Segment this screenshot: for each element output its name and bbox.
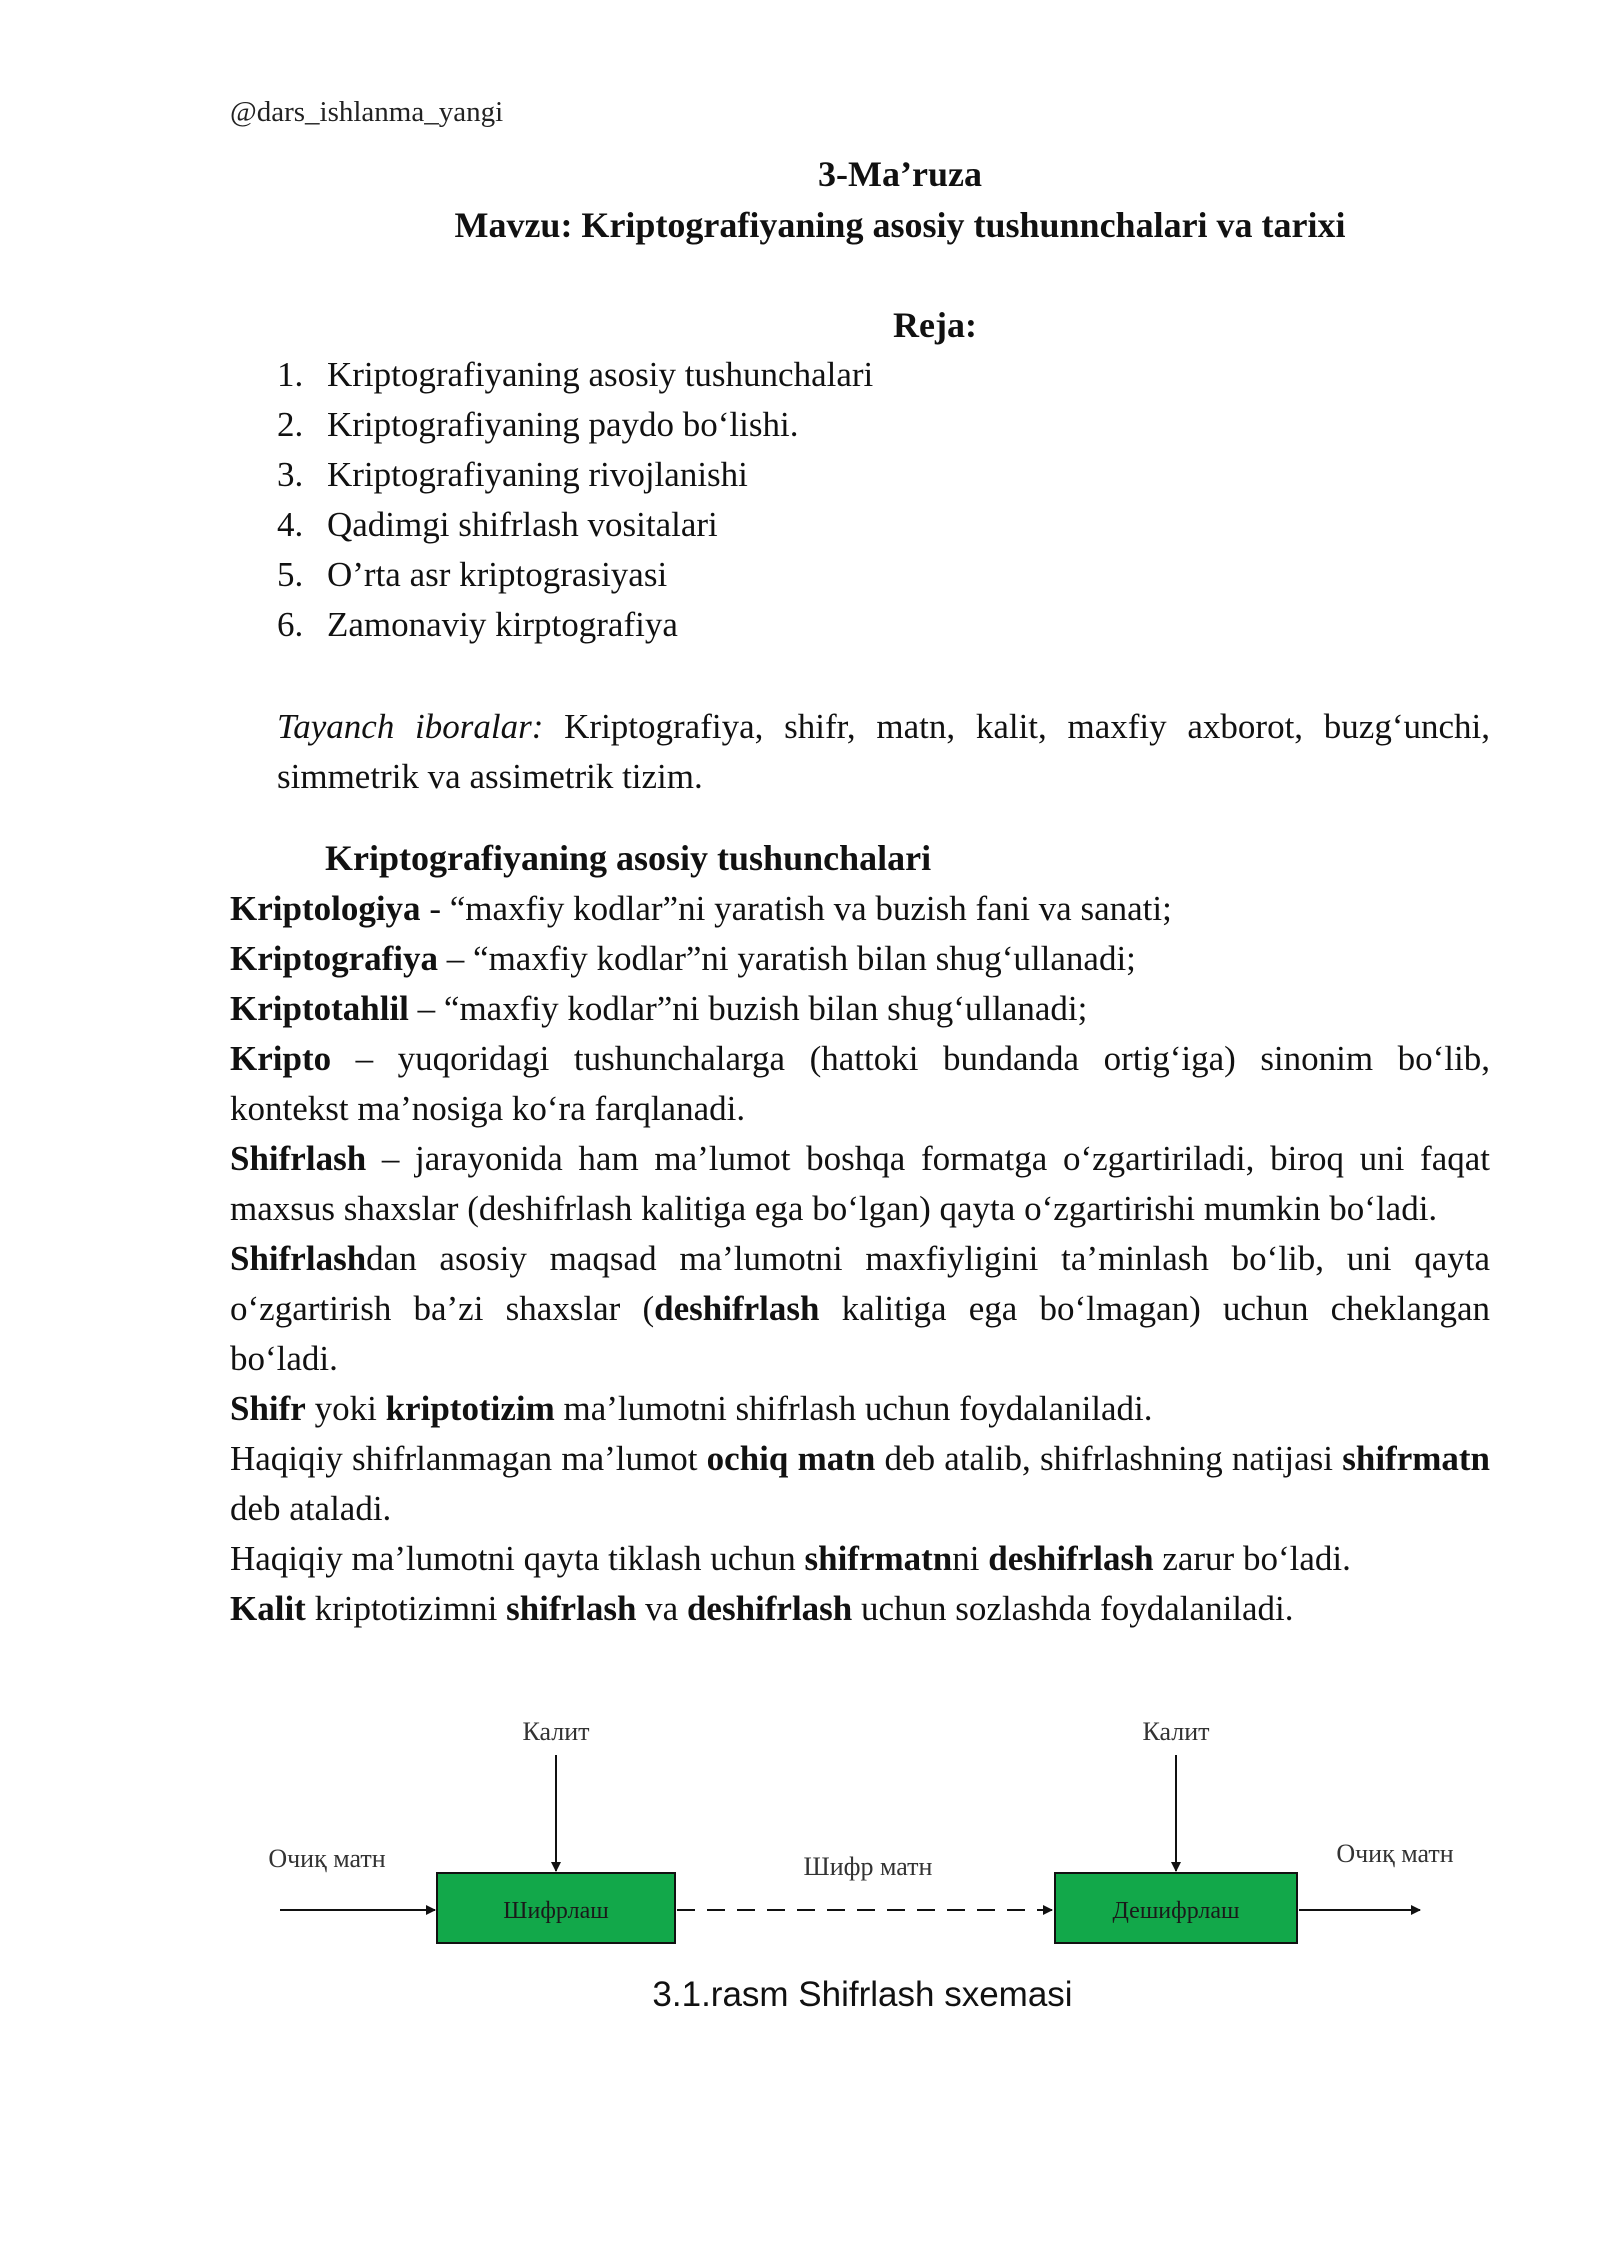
definitions-body — [230, 884, 1490, 1634]
figure-caption: 3.1.rasm Shifrlash sxemasi — [652, 1975, 1073, 2014]
plan-item: 4. Qadimgi shifrlash vositalari — [277, 505, 718, 544]
definition-paragraph: Shifrlashdan asosiy maqsad ma’lumotni maxfiyligini ta’minlash bo‘lib, uni qayta o‘zgartirish ba’zi shaxslar (deshifrlash kalitiga ega bo‘lmagan) uchun cheklangan bo‘ladi. — [230, 1239, 1490, 1378]
lecture-number: 3-Ma’ruza — [818, 154, 982, 194]
plan-title: Reja: — [893, 305, 977, 345]
definition-paragraph: Shifr yoki kriptotizim ma’lumotni shifrlash uchun foydalaniladi. — [230, 1389, 1153, 1428]
keywords-text: Kriptografiya, shifr, matn, kalit, maxfiy axborot, buzg‘unchi, simmetrik va assimetrik tizim. — [277, 707, 1490, 796]
definition-paragraph: Haqiqiy shifrlanmagan ma’lumot ochiq matn deb atalib, shifrlashning natijasi shifrmatn deb ataladi. — [230, 1439, 1491, 1528]
keywords-label: Tayanch iboralar: — [277, 707, 544, 746]
definition-paragraph: Shifrlash – jarayonida ham ma’lumot boshqa formatga o‘zgartiriladi, biroq uni faqat maxsus shaxslar (deshifrlash kalitiga ega bo‘lgan) qayta o‘zgartirishi mumkin bo‘ladi. — [230, 1139, 1490, 1228]
lecture-topic: Mavzu: Kriptografiyaning asosiy tushunnchalari va tarixi — [454, 205, 1346, 245]
plaintext-input-label: Очиқ матн — [268, 1844, 386, 1873]
plan-item: 1. Kriptografiyaning asosiy tushunchalari — [277, 355, 874, 394]
definition-paragraph: Haqiqiy ma’lumotni qayta tiklash uchun shifrmatnni deshifrlash zarur bo‘ladi. — [230, 1539, 1351, 1578]
definition-paragraph: Kriptografiya – “maxfiy kodlar”ni yaratish bilan shug‘ullanadi; — [230, 939, 1136, 978]
definition-paragraph: Kriptologiya - “maxfiy kodlar”ni yaratish va buzish fani va sanati; — [230, 889, 1172, 928]
definition-paragraph: Kripto – yuqoridagi tushunchalarga (hattoki bundanda ortig‘iga) sinonim bo‘lib, kontekst ma’nosiga ko‘ra farqlanadi. — [230, 1039, 1490, 1128]
key-label-encrypt: Калит — [522, 1717, 590, 1746]
ciphertext-label: Шифр матн — [803, 1852, 933, 1881]
decrypt-box-label: Дешифрлаш — [1112, 1898, 1240, 1924]
plan-item: 2. Kriptografiyaning paydo bo‘lishi. — [277, 405, 799, 444]
plan-item: 6. Zamonaviy kirptografiya — [277, 605, 678, 644]
encryption-scheme-diagram — [240, 1705, 1490, 1975]
channel-tag: @dars_ishlanma_yangi — [230, 96, 504, 128]
plan-item: 5. O’rta asr kriptograsiyasi — [277, 555, 668, 594]
keywords-paragraph — [277, 702, 1490, 802]
encrypt-box-label: Шифрлаш — [503, 1898, 609, 1924]
key-label-decrypt: Калит — [1142, 1717, 1210, 1746]
section-title: Kriptografiyaning asosiy tushunchalari — [325, 838, 932, 878]
plan-item: 3. Kriptografiyaning rivojlanishi — [277, 455, 748, 494]
plaintext-output-label: Очиқ матн — [1336, 1839, 1454, 1868]
plan-list — [277, 350, 873, 650]
definition-paragraph: Kalit kriptotizimni shifrlash va deshifrlash uchun sozlashda foydalaniladi. — [230, 1589, 1294, 1628]
definition-paragraph: Kriptotahlil – “maxfiy kodlar”ni buzish bilan shug‘ullanadi; — [230, 989, 1088, 1028]
